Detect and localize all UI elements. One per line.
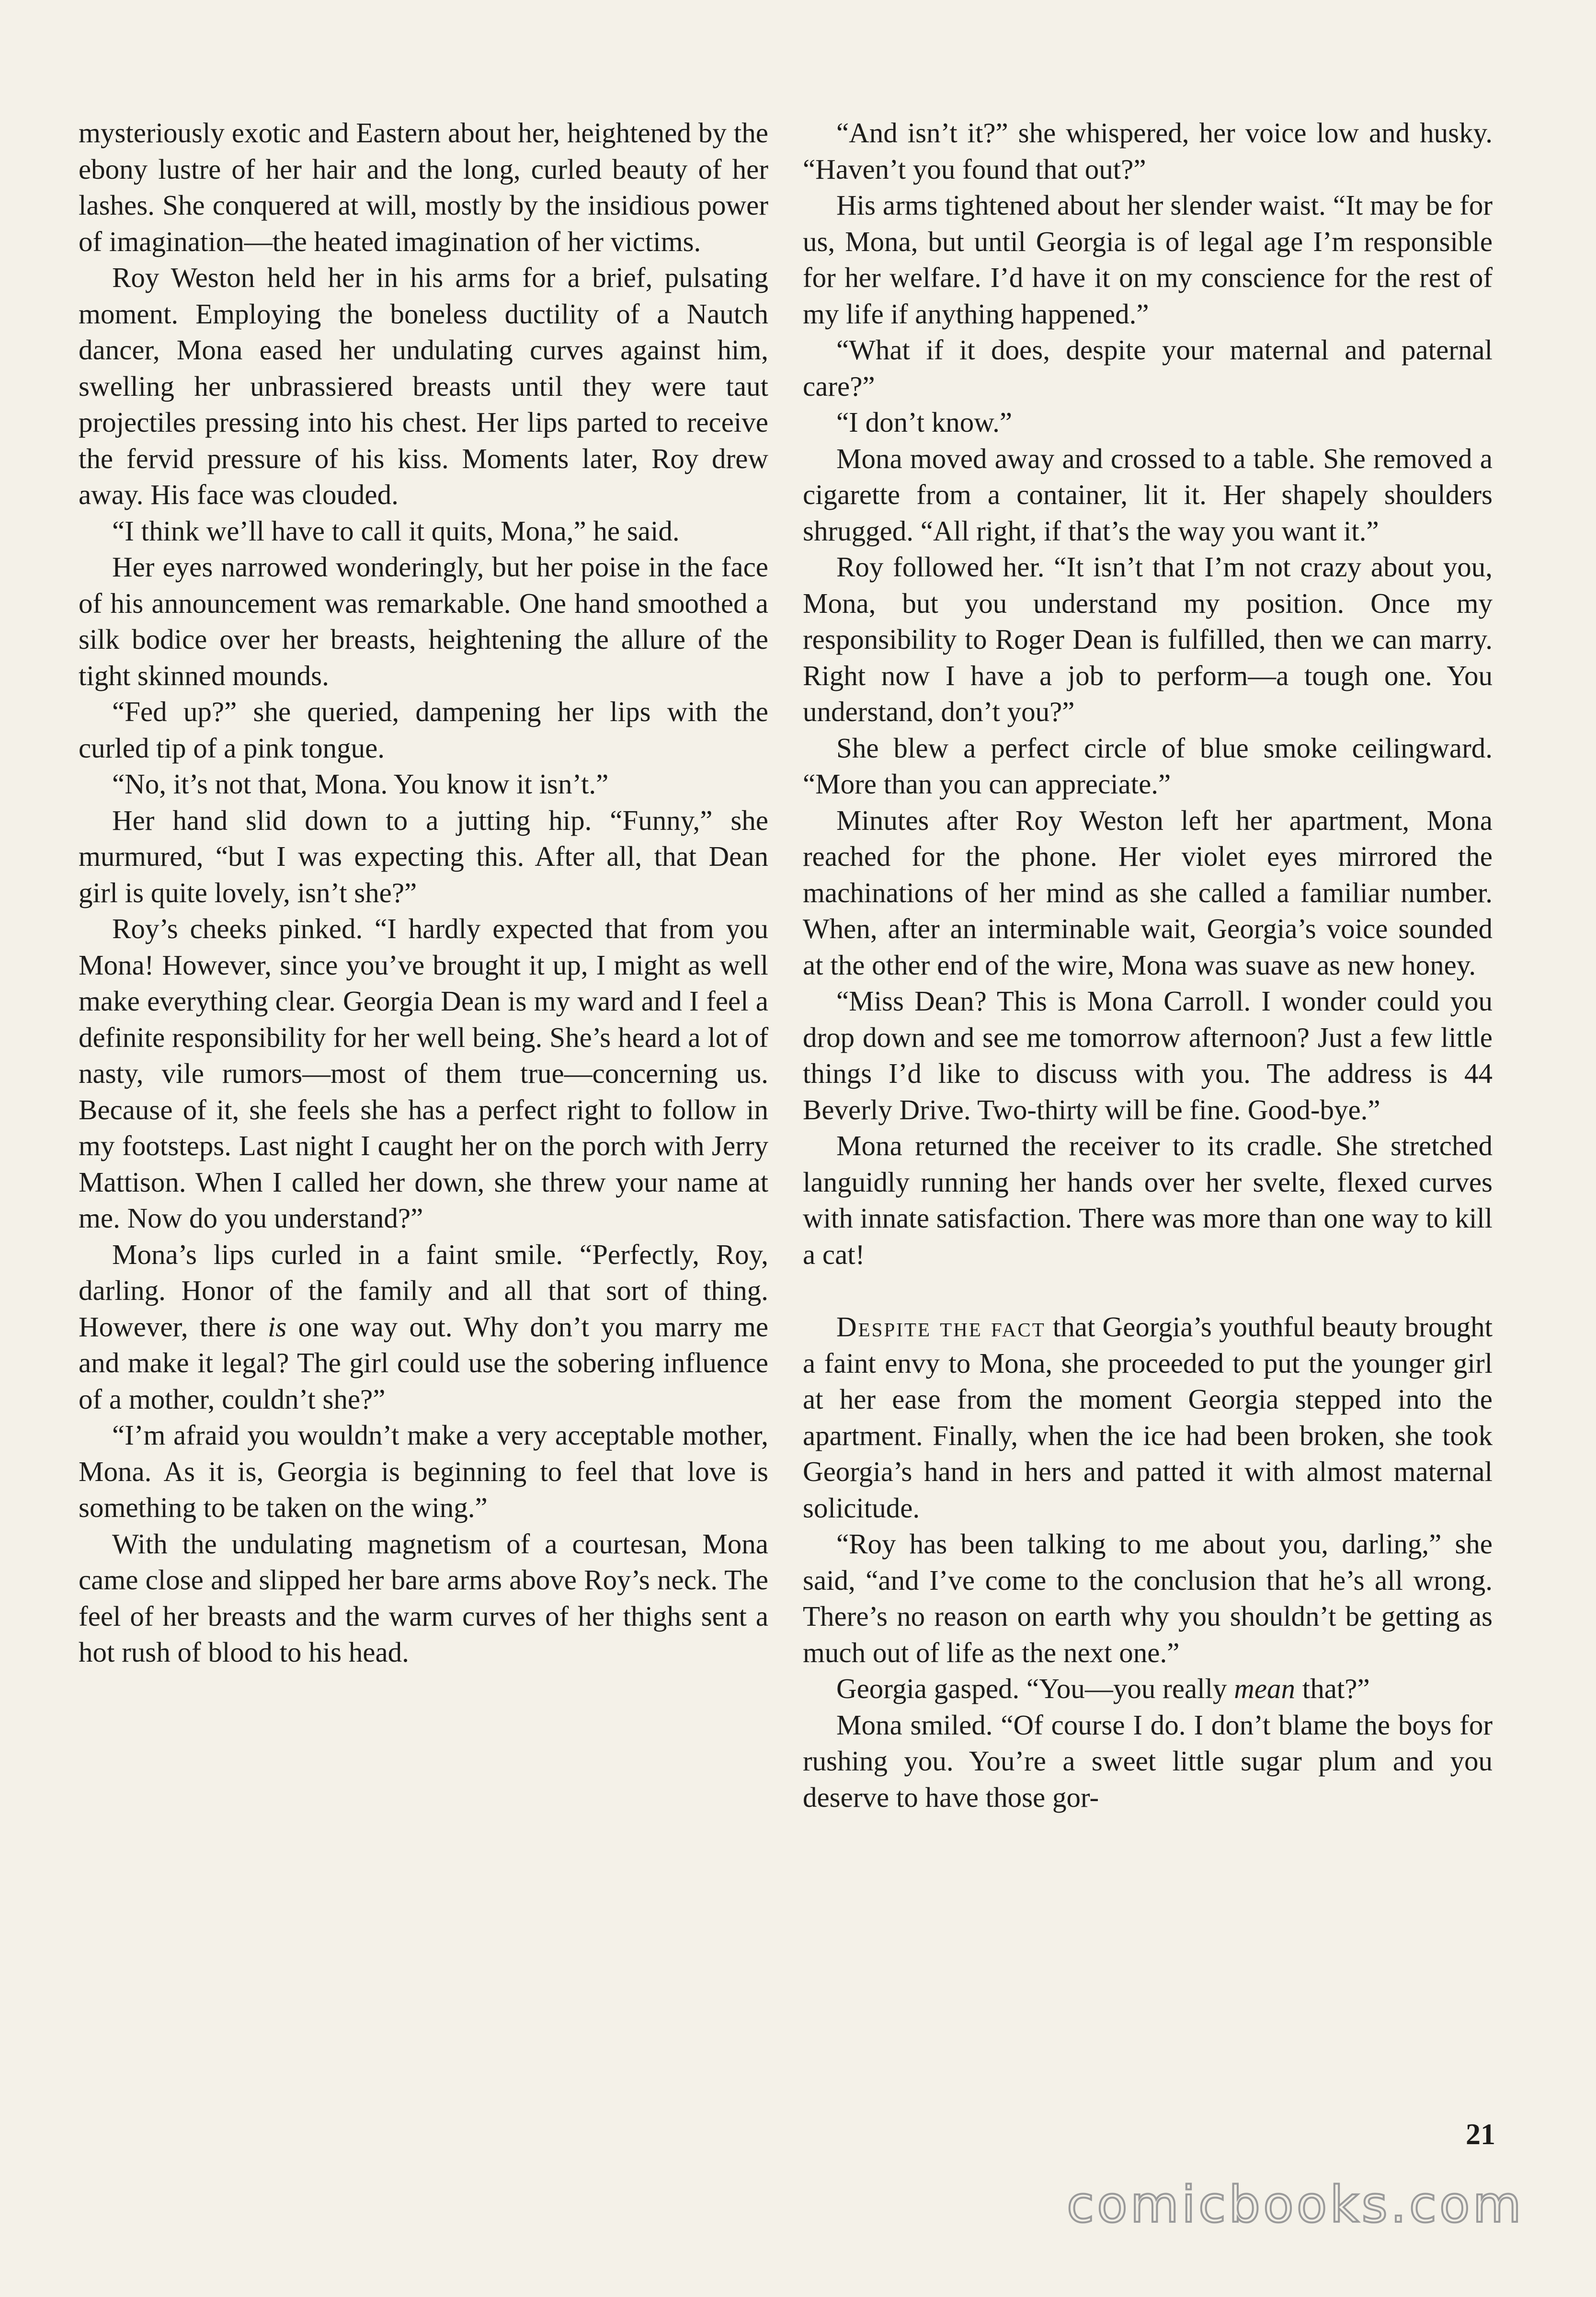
- paragraph: “I’m afraid you wouldn’t make a very acceptable mother, Mona. As it is, Georgia is beginning to feel that love is something to be taken on the wing.”: [79, 1419, 768, 1523]
- small-caps-lead-in: Despite the fact: [836, 1311, 1046, 1343]
- paragraph: “Miss Dean? This is Mona Carroll. I wonder could you drop down and see me tomorrow afternoon? Just a few little things I’d like to discuss with you. The address is 44 Beverly Drive. Two-thirty will be fine. Good-bye.”: [803, 985, 1493, 1126]
- right-text-column: [803, 115, 1493, 1815]
- paragraph: [803, 1671, 1493, 1707]
- text-run: that Georgia’s youthful beauty brought a faint envy to Mona, she proceeded to put the younger girl at her ease from the moment Georgia stepped into the apartment. Finally, when the ice had been broken, she took Georgia’s hand in hers and patted it with almost maternal solicitude.: [803, 1311, 1493, 1524]
- text-run: that?”: [1302, 1673, 1370, 1704]
- paragraph: Roy Weston held her in his arms for a brief, pulsating moment. Employing the boneless ductility of a Nautch dancer, Mona eased her undulating curves against him, swelling her unbrassiered breasts until they were taut projectiles pressing into his chest. Her lips parted to receive the fervid pressure of his kiss. Moments later, Roy drew away. His face was clouded.: [79, 262, 768, 510]
- paragraph: She blew a perfect circle of blue smoke ceilingward. “More than you can appreciate.”: [803, 732, 1493, 800]
- paragraph: “Roy has been talking to me about you, darling,” she said, “and I’ve come to the conclusion that he’s all wrong. There’s no reason on earth why you shouldn’t be getting as much out of life as the next one.”: [803, 1528, 1493, 1668]
- paragraph: mysteriously exotic and Eastern about her, heightened by the ebony lustre of her hair and the long, curled beauty of her lashes. She conquered at will, mostly by the insidious power of imagination—the heated imagination of her victims.: [79, 117, 768, 257]
- paragraph: Her eyes narrowed wonderingly, but her poise in the face of his announcement was remarkable. One hand smoothed a silk bodice over her breasts, heightening the allure of the tight skinned mounds.: [79, 551, 768, 691]
- paragraph: [79, 1237, 768, 1418]
- section-opening-paragraph: [803, 1309, 1493, 1526]
- paragraph: “No, it’s not that, Mona. You know it isn’t.”: [112, 768, 609, 800]
- paragraph: “And isn’t it?” she whispered, her voice low and husky. “Haven’t you found that out?”: [803, 117, 1493, 185]
- paragraph: “Fed up?” she queried, dampening her lips with the curled tip of a pink tongue.: [79, 696, 768, 764]
- paragraph: His arms tightened about her slender waist. “It may be for us, Mona, but until Georgia is of legal age I’m responsible for her welfare. I’d have it on my conscience for the rest of my life if anything happened.”: [803, 189, 1493, 330]
- paragraph: “I think we’ll have to call it quits, Mona,” he said.: [112, 515, 680, 547]
- paragraph: Mona smiled. “Of course I do. I don’t blame the boys for rushing you. You’re a sweet little sugar plum and you deserve to have those gor-: [803, 1709, 1493, 1813]
- page-number: 21: [1466, 2118, 1495, 2151]
- text-run: Mona’s lips curled in a faint smile. “Perfectly, Roy, darling. Honor of the family and all that sort of thing. However, there: [79, 1238, 768, 1343]
- paragraph: Minutes after Roy Weston left her apartment, Mona reached for the phone. Her violet eyes mirrored the machinations of her mind as she called a familiar number. When, after an interminable wait, Georgia’s voice sounded at the other end of the wire, Mona was suave as new honey.: [803, 804, 1493, 981]
- watermark-logo: comicbooks.com: [1066, 2175, 1524, 2234]
- italic-emphasis: is: [267, 1310, 287, 1343]
- text-run: one way out. Why don’t you marry me and make it legal? The girl could use the sobering influence of a mother, couldn’t she?”: [79, 1310, 769, 1415]
- paragraph: Mona moved away and crossed to a table. She removed a cigarette from a container, lit it. Her shapely shoulders shrugged. “All right, if that’s the way you want it.”: [803, 442, 1493, 547]
- paragraph: Mona returned the receiver to its cradle. She stretched languidly running her hands over her svelte, flexed curves with innate satisfaction. There was more than one way to kill a cat!: [803, 1130, 1493, 1270]
- paragraph: Her hand slid down to a jutting hip. “Funny,” she murmured, “but I was expecting this. After all, that Dean girl is quite lovely, isn’t she?”: [79, 804, 768, 908]
- text-run: Georgia gasped. “You—you really: [836, 1673, 1227, 1704]
- paragraph: Roy’s cheeks pinked. “I hardly expected that from you Mona! However, since you’ve brought it up, I might as well make everything clear. Georgia Dean is my ward and I feel a definite responsibility for her well being. She’s heard a lot of nasty, vile rumors—most of them true—concerning us. Because of it, she feels she has a perfect right to follow in my footsteps. Last night I caught her on the porch with Jerry Mattison. When I called her down, she threw your name at me. Now do you understand?”: [79, 913, 768, 1234]
- left-text-column: [79, 115, 768, 1671]
- paragraph: With the undulating magnetism of a courtesan, Mona came close and slipped her bare arms above Roy’s neck. The feel of her breasts and the warm curves of her thighs sent a hot rush of blood to his head.: [79, 1528, 768, 1668]
- paragraph: Roy followed her. “It isn’t that I’m not crazy about you, Mona, but you understand my position. Once my responsibility to Roger Dean is fulfilled, then we can marry. Right now I have a job to perform—a tough one. You understand, don’t you?”: [803, 551, 1493, 727]
- italic-emphasis: mean: [1234, 1673, 1296, 1704]
- paragraph: “What if it does, despite your maternal and paternal care?”: [803, 334, 1493, 402]
- paragraph: “I don’t know.”: [836, 406, 1013, 438]
